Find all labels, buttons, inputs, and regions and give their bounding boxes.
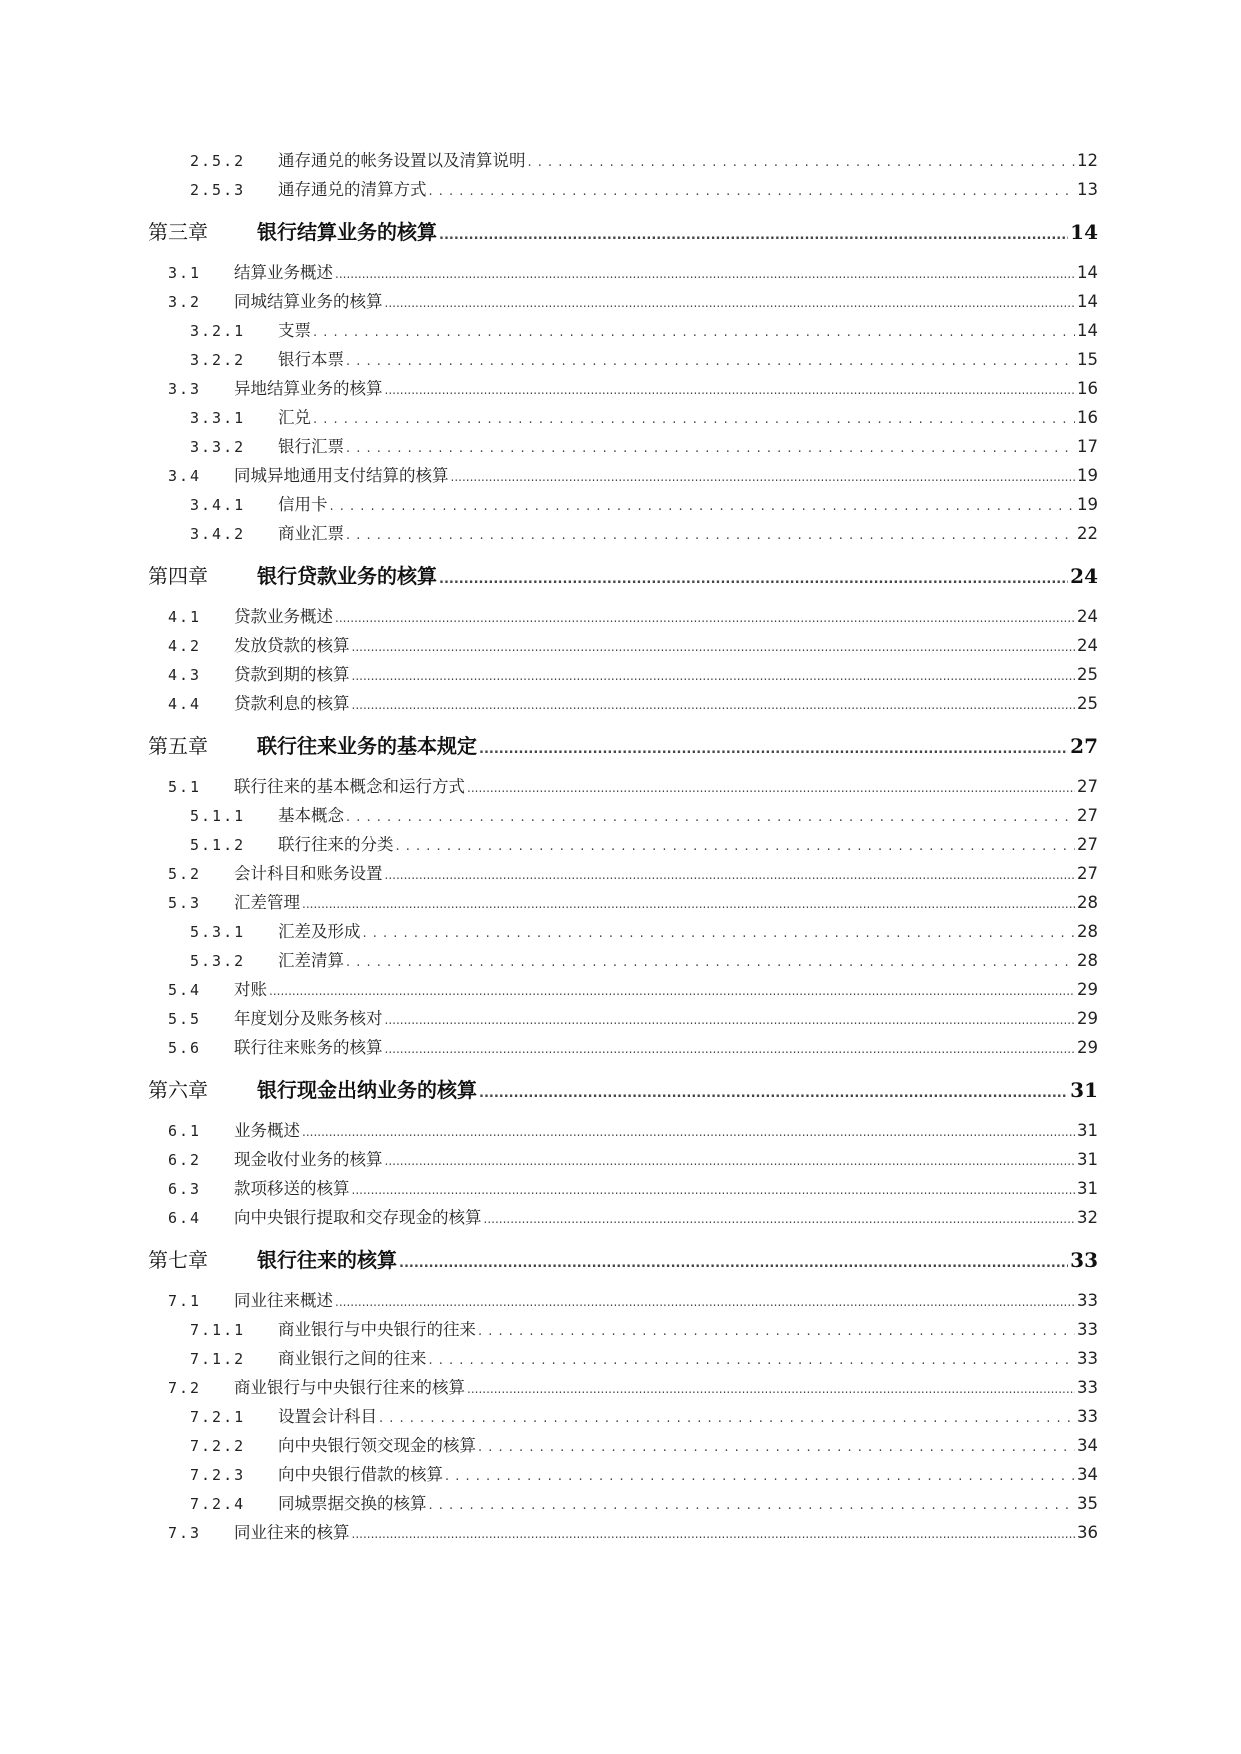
toc-entry-title: 联行往来的基本概念和运行方式 <box>234 777 465 796</box>
toc-entry[interactable] <box>148 1489 1098 1518</box>
toc-entry-title: 商业银行与中央银行往来的核算 <box>234 1378 465 1397</box>
toc-entry[interactable] <box>148 1174 1098 1203</box>
toc-entry-title: 业务概述 <box>234 1121 300 1140</box>
toc-entry-number: 3.2.1 <box>190 322 246 340</box>
toc-entry-title: 发放贷款的核算 <box>234 636 350 655</box>
toc-entry-page-number: 31 <box>1077 1121 1098 1140</box>
toc-entry-number: 第三章 <box>148 220 208 244</box>
dot-leader <box>346 946 1075 977</box>
toc-entry-number: 6.2 <box>168 1151 202 1169</box>
toc-entry-number: 7.2.4 <box>190 1495 246 1513</box>
toc-entry-page-number: 33 <box>1077 1320 1098 1339</box>
toc-entry[interactable] <box>148 1518 1098 1547</box>
dot-leader <box>346 801 1075 832</box>
toc-entry-page-number: 28 <box>1077 922 1098 941</box>
toc-entry-number: 第五章 <box>148 734 208 758</box>
toc-entry-title: 信用卡 <box>278 495 328 514</box>
toc-entry[interactable] <box>148 1460 1098 1489</box>
dot-leader <box>479 1074 1068 1110</box>
toc-entry-page-number: 14 <box>1070 220 1098 244</box>
toc-entry[interactable] <box>148 432 1098 461</box>
dot-leader <box>467 772 1075 803</box>
toc-entry-title: 异地结算业务的核算 <box>234 379 383 398</box>
toc-entry-title: 银行汇票 <box>278 437 344 456</box>
toc-entry[interactable] <box>148 946 1098 975</box>
dot-leader <box>302 888 1075 919</box>
toc-entry-number: 7.1.2 <box>190 1350 246 1368</box>
toc-entry-number: 3.2.2 <box>190 351 246 369</box>
toc-entry-page-number: 12 <box>1077 151 1098 170</box>
toc-entry-number: 3.4.2 <box>190 525 246 543</box>
toc-entry-number: 5.5 <box>168 1010 202 1028</box>
toc-entry-page-number: 27 <box>1077 806 1098 825</box>
toc-entry-page-number: 24 <box>1077 607 1098 626</box>
toc-entry-page-number: 35 <box>1077 1494 1098 1513</box>
toc-entry[interactable] <box>148 258 1098 287</box>
toc-entry-number: 2.5.2 <box>190 152 246 170</box>
toc-entry-number: 3.1 <box>168 264 202 282</box>
dot-leader <box>484 1203 1076 1234</box>
toc-entry[interactable] <box>148 146 1098 175</box>
dot-leader <box>528 146 1076 177</box>
dot-leader <box>346 432 1075 463</box>
toc-entry[interactable] <box>148 602 1098 631</box>
toc-entry-page-number: 31 <box>1077 1150 1098 1169</box>
toc-entry-number: 4.3 <box>168 666 202 684</box>
toc-entry-number: 7.2.2 <box>190 1437 246 1455</box>
toc-entry[interactable] <box>148 888 1098 917</box>
toc-entry-page-number: 33 <box>1070 1248 1098 1272</box>
toc-entry-number: 3.3.1 <box>190 409 246 427</box>
toc-entry-page-number: 29 <box>1077 980 1098 999</box>
toc-entry-number: 7.3 <box>168 1524 202 1542</box>
toc-entry[interactable] <box>148 345 1098 374</box>
toc-entry-number: 5.4 <box>168 981 202 999</box>
toc-entry-title: 通存通兑的帐务设置以及清算说明 <box>278 151 526 170</box>
toc-entry-number: 3.3.2 <box>190 438 246 456</box>
toc-chapter-entry[interactable] <box>148 730 1098 762</box>
dot-leader <box>467 1373 1075 1404</box>
toc-entry-title: 向中央银行借款的核算 <box>278 1465 443 1484</box>
toc-entry-number: 6.1 <box>168 1122 202 1140</box>
toc-entry-title: 商业银行与中央银行的往来 <box>278 1320 476 1339</box>
toc-entry-title: 贷款业务概述 <box>234 607 333 626</box>
toc-entry-number: 6.3 <box>168 1180 202 1198</box>
toc-entry-title: 同业往来概述 <box>234 1291 333 1310</box>
toc-entry-page-number: 15 <box>1077 350 1098 369</box>
toc-entry-title: 汇兑 <box>278 408 311 427</box>
dot-leader <box>352 1174 1076 1205</box>
toc-entry-title: 通存通兑的清算方式 <box>278 180 427 199</box>
toc-entry-title: 同城异地通用支付结算的核算 <box>234 466 449 485</box>
toc-entry[interactable] <box>148 175 1098 204</box>
toc-entry-title: 结算业务概述 <box>234 263 333 282</box>
toc-entry-page-number: 36 <box>1077 1523 1098 1542</box>
toc-entry-number: 3.4.1 <box>190 496 246 514</box>
dot-leader <box>335 258 1075 289</box>
toc-entry-title: 汇差清算 <box>278 951 344 970</box>
toc-entry[interactable] <box>148 859 1098 888</box>
toc-entry-title: 银行本票 <box>278 350 344 369</box>
toc-entry[interactable] <box>148 1004 1098 1033</box>
toc-entry-title: 商业汇票 <box>278 524 344 543</box>
toc-entry[interactable] <box>148 490 1098 519</box>
dot-leader <box>385 1004 1076 1035</box>
dot-leader <box>335 602 1075 633</box>
toc-entry-page-number: 29 <box>1077 1038 1098 1057</box>
toc-entry-title: 向中央银行提取和交存现金的核算 <box>234 1208 482 1227</box>
toc-entry[interactable] <box>148 975 1098 1004</box>
toc-entry-number: 5.3.1 <box>190 923 246 941</box>
toc-chapter-entry[interactable] <box>148 1244 1098 1276</box>
toc-entry-page-number: 13 <box>1077 180 1098 199</box>
toc-entry[interactable] <box>148 1402 1098 1431</box>
toc-entry-page-number: 14 <box>1077 263 1098 282</box>
dot-leader <box>451 461 1076 492</box>
toc-entry-title: 对账 <box>234 980 267 999</box>
dot-leader <box>429 1344 1076 1375</box>
toc-entry-number: 5.1.2 <box>190 836 246 854</box>
dot-leader <box>385 374 1076 405</box>
toc-entry-page-number: 25 <box>1077 665 1098 684</box>
dot-leader <box>313 316 1075 347</box>
dot-leader <box>269 975 1075 1006</box>
dot-leader <box>478 1315 1075 1346</box>
toc-entry-page-number: 33 <box>1077 1349 1098 1368</box>
toc-entry-number: 3.3 <box>168 380 202 398</box>
toc-entry-number: 7.1.1 <box>190 1321 246 1339</box>
toc-entry[interactable] <box>148 519 1098 548</box>
toc-entry[interactable] <box>148 1315 1098 1344</box>
toc-entry-title: 现金收付业务的核算 <box>234 1150 383 1169</box>
dot-leader <box>352 660 1076 691</box>
toc-entry[interactable] <box>148 1344 1098 1373</box>
toc-entry-number: 5.2 <box>168 865 202 883</box>
table-of-contents <box>148 146 1098 1547</box>
toc-entry-title: 向中央银行领交现金的核算 <box>278 1436 476 1455</box>
toc-entry-page-number: 24 <box>1077 636 1098 655</box>
toc-entry-page-number: 17 <box>1077 437 1098 456</box>
toc-entry-number: 4.2 <box>168 637 202 655</box>
toc-entry-page-number: 27 <box>1070 734 1098 758</box>
toc-entry[interactable] <box>148 403 1098 432</box>
toc-entry[interactable] <box>148 374 1098 403</box>
toc-entry-page-number: 25 <box>1077 694 1098 713</box>
dot-leader <box>478 1431 1075 1462</box>
toc-entry-title: 会计科目和账务设置 <box>234 864 383 883</box>
toc-entry-title: 设置会计科目 <box>278 1407 377 1426</box>
toc-entry-number: 5.1 <box>168 778 202 796</box>
toc-entry-page-number: 28 <box>1077 951 1098 970</box>
dot-leader <box>379 1402 1075 1433</box>
toc-entry-page-number: 29 <box>1077 1009 1098 1028</box>
dot-leader <box>363 917 1076 948</box>
toc-entry-title: 同业往来的核算 <box>234 1523 350 1542</box>
toc-entry[interactable] <box>148 1431 1098 1460</box>
toc-entry-page-number: 33 <box>1077 1378 1098 1397</box>
toc-entry-page-number: 33 <box>1077 1407 1098 1426</box>
toc-chapter-entry[interactable] <box>148 1074 1098 1106</box>
toc-entry-number: 5.1.1 <box>190 807 246 825</box>
toc-entry-title: 汇差管理 <box>234 893 300 912</box>
toc-entry-number: 第六章 <box>148 1078 208 1102</box>
toc-entry[interactable] <box>148 287 1098 316</box>
toc-entry[interactable] <box>148 801 1098 830</box>
toc-entry[interactable] <box>148 660 1098 689</box>
toc-entry-number: 6.4 <box>168 1209 202 1227</box>
dot-leader <box>330 490 1076 521</box>
toc-entry-page-number: 19 <box>1077 466 1098 485</box>
dot-leader <box>313 403 1075 434</box>
toc-entry-title: 贷款到期的核算 <box>234 665 350 684</box>
dot-leader <box>429 175 1076 206</box>
toc-entry[interactable] <box>148 1116 1098 1145</box>
toc-entry-number: 3.2 <box>168 293 202 311</box>
toc-entry-title: 基本概念 <box>278 806 344 825</box>
toc-entry-page-number: 32 <box>1077 1208 1098 1227</box>
toc-entry-title: 年度划分及账务核对 <box>234 1009 383 1028</box>
toc-entry[interactable] <box>148 631 1098 660</box>
toc-entry-title: 同城结算业务的核算 <box>234 292 383 311</box>
dot-leader <box>479 730 1068 766</box>
toc-entry-page-number: 27 <box>1077 777 1098 796</box>
toc-entry-title: 款项移送的核算 <box>234 1179 350 1198</box>
toc-entry-number: 第七章 <box>148 1248 208 1272</box>
dot-leader <box>352 1518 1076 1549</box>
toc-entry-page-number: 16 <box>1077 379 1098 398</box>
dot-leader <box>439 216 1068 252</box>
toc-entry-title: 银行现金出纳业务的核算 <box>257 1078 477 1102</box>
dot-leader <box>385 859 1076 890</box>
toc-entry-number: 4.4 <box>168 695 202 713</box>
toc-entry-number: 4.1 <box>168 608 202 626</box>
toc-entry-page-number: 34 <box>1077 1436 1098 1455</box>
dot-leader <box>346 519 1075 550</box>
toc-entry-page-number: 14 <box>1077 292 1098 311</box>
dot-leader <box>302 1116 1075 1147</box>
toc-entry[interactable] <box>148 830 1098 859</box>
toc-entry-page-number: 19 <box>1077 495 1098 514</box>
toc-entry-title: 同城票据交换的核算 <box>278 1494 427 1513</box>
dot-leader <box>352 631 1076 662</box>
toc-entry-page-number: 28 <box>1077 893 1098 912</box>
toc-entry-page-number: 34 <box>1077 1465 1098 1484</box>
dot-leader <box>439 560 1068 596</box>
toc-chapter-entry[interactable] <box>148 216 1098 248</box>
toc-entry-number: 5.6 <box>168 1039 202 1057</box>
toc-entry-number: 7.2.1 <box>190 1408 246 1426</box>
toc-entry-number: 7.2.3 <box>190 1466 246 1484</box>
toc-entry[interactable] <box>148 1145 1098 1174</box>
dot-leader <box>399 1244 1068 1280</box>
toc-entry[interactable] <box>148 1286 1098 1315</box>
toc-entry-number: 7.1 <box>168 1292 202 1310</box>
toc-entry-page-number: 33 <box>1077 1291 1098 1310</box>
toc-entry[interactable] <box>148 316 1098 345</box>
toc-entry-page-number: 14 <box>1077 321 1098 340</box>
toc-entry[interactable] <box>148 689 1098 718</box>
toc-entry-title: 银行往来的核算 <box>257 1248 397 1272</box>
dot-leader <box>445 1460 1075 1491</box>
toc-chapter-entry[interactable] <box>148 560 1098 592</box>
toc-entry-number: 7.2 <box>168 1379 202 1397</box>
toc-entry-number: 5.3 <box>168 894 202 912</box>
dot-leader <box>335 1286 1075 1317</box>
toc-entry-title: 联行往来业务的基本规定 <box>257 734 477 758</box>
dot-leader <box>385 1145 1076 1176</box>
toc-entry-page-number: 27 <box>1077 864 1098 883</box>
toc-entry-title: 联行往来的分类 <box>278 835 394 854</box>
toc-entry-number: 3.4 <box>168 467 202 485</box>
toc-entry-page-number: 31 <box>1070 1078 1098 1102</box>
toc-entry-title: 汇差及形成 <box>278 922 361 941</box>
toc-entry[interactable] <box>148 772 1098 801</box>
dot-leader <box>346 345 1075 376</box>
toc-entry[interactable] <box>148 1373 1098 1402</box>
dot-leader <box>385 287 1076 318</box>
toc-entry-title: 银行贷款业务的核算 <box>257 564 437 588</box>
toc-entry[interactable] <box>148 1203 1098 1232</box>
toc-entry-title: 支票 <box>278 321 311 340</box>
toc-entry[interactable] <box>148 461 1098 490</box>
toc-entry[interactable] <box>148 1033 1098 1062</box>
toc-entry-title: 商业银行之间的往来 <box>278 1349 427 1368</box>
toc-entry-number: 5.3.2 <box>190 952 246 970</box>
toc-entry-number: 第四章 <box>148 564 208 588</box>
toc-entry-page-number: 16 <box>1077 408 1098 427</box>
toc-entry-page-number: 31 <box>1077 1179 1098 1198</box>
dot-leader <box>429 1489 1076 1520</box>
toc-entry-title: 联行往来账务的核算 <box>234 1038 383 1057</box>
toc-entry[interactable] <box>148 917 1098 946</box>
toc-entry-page-number: 24 <box>1070 564 1098 588</box>
toc-entry-page-number: 22 <box>1077 524 1098 543</box>
toc-entry-title: 贷款利息的核算 <box>234 694 350 713</box>
dot-leader <box>352 689 1076 720</box>
toc-entry-number: 2.5.3 <box>190 181 246 199</box>
toc-entry-title: 银行结算业务的核算 <box>257 220 437 244</box>
dot-leader <box>396 830 1076 861</box>
toc-entry-page-number: 27 <box>1077 835 1098 854</box>
dot-leader <box>385 1033 1076 1064</box>
